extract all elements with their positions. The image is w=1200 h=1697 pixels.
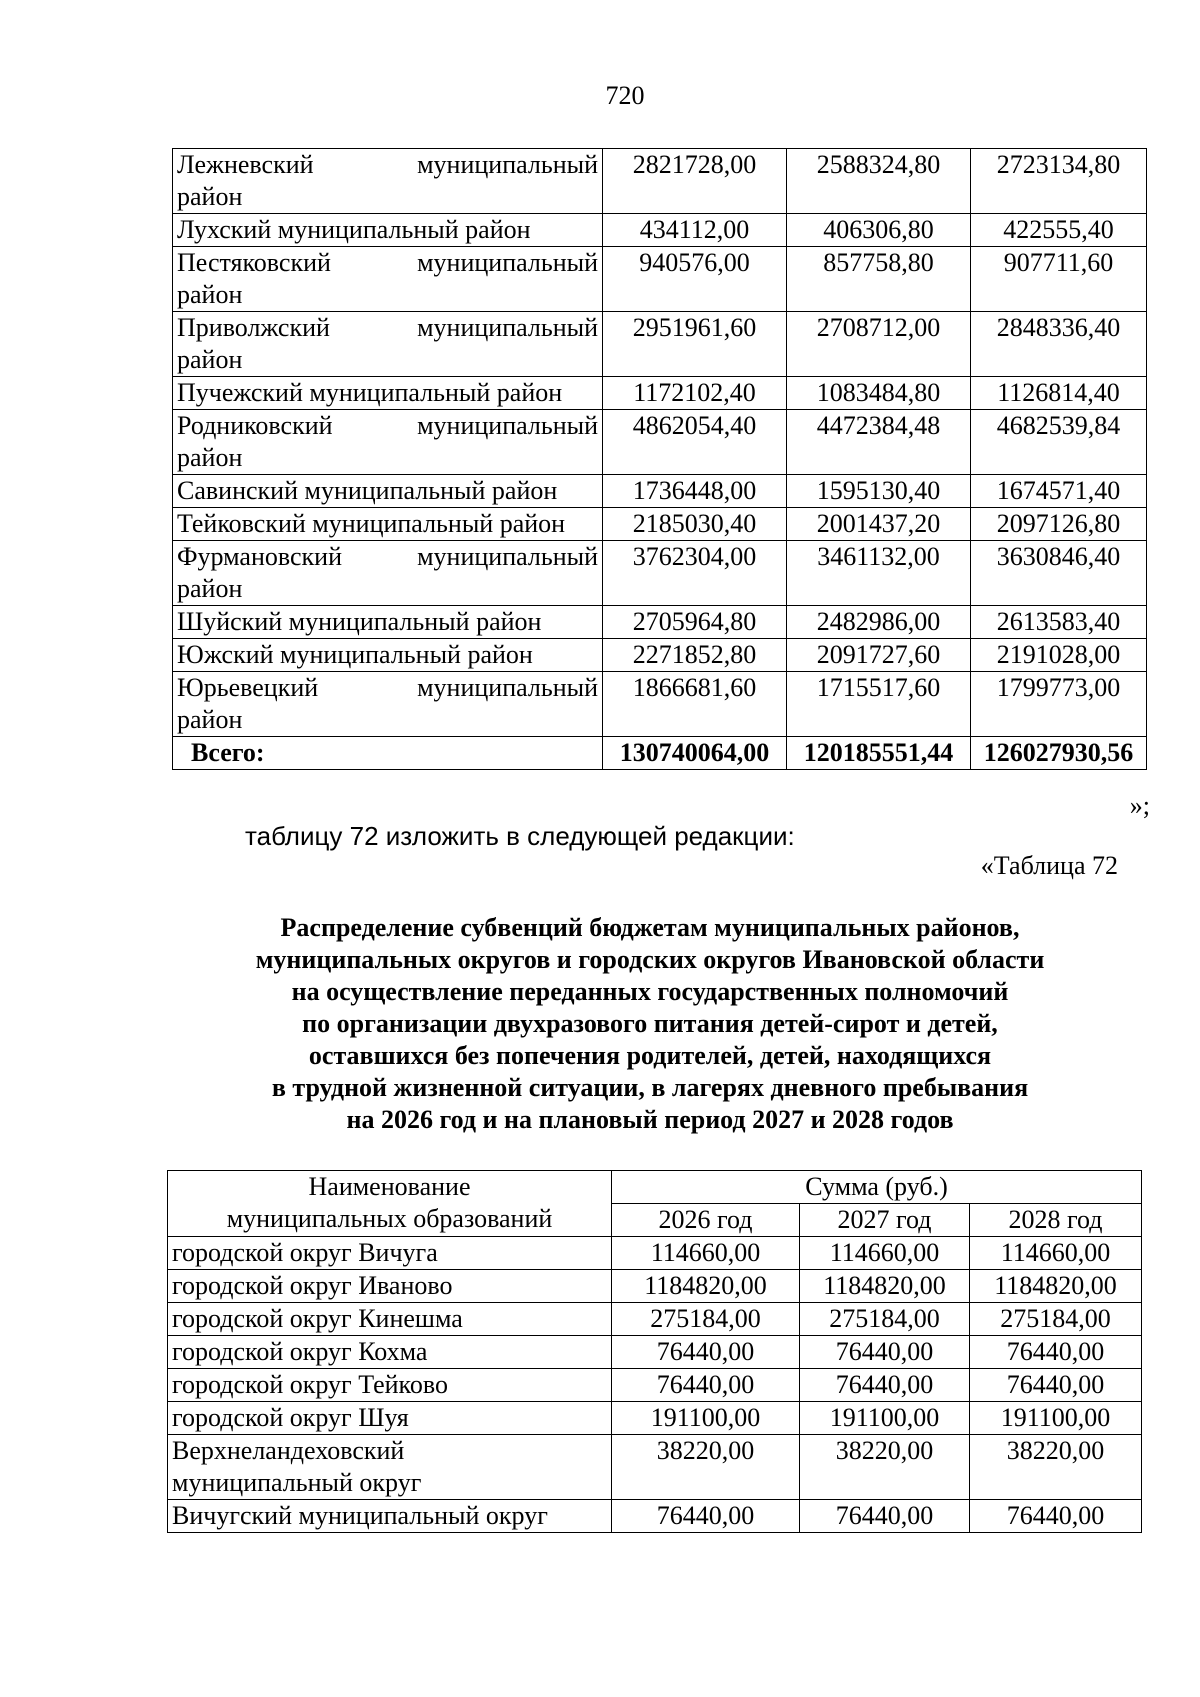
table-row xyxy=(173,672,1147,737)
district-name-part: Юрьевецкий xyxy=(177,673,319,702)
value-2026: 114660,00 xyxy=(612,1237,800,1270)
value-2026: 2821728,00 xyxy=(603,149,787,214)
value-2026: 3762304,00 xyxy=(603,541,787,606)
value-2027: 191100,00 xyxy=(800,1402,970,1435)
municipality-name-cell: городской округ Кохма xyxy=(168,1336,612,1369)
value-2027: 2588324,80 xyxy=(787,149,971,214)
district-name-cell xyxy=(173,672,603,737)
value-2028: 38220,00 xyxy=(970,1435,1142,1500)
table-row xyxy=(173,312,1147,377)
value-2026: 76440,00 xyxy=(612,1369,800,1402)
municipality-name-cell xyxy=(168,1435,612,1500)
table-row xyxy=(173,247,1147,312)
district-name-part: район xyxy=(177,443,243,472)
municipality-name-cell: городской округ Иваново xyxy=(168,1270,612,1303)
district-name-cell: Лухский муниципальный район xyxy=(173,214,603,247)
municipality-name-cell: городской округ Кинешма xyxy=(168,1303,612,1336)
value-2028: 2723134,80 xyxy=(971,149,1147,214)
table-row xyxy=(168,1336,1142,1369)
district-name-part: район xyxy=(177,182,243,211)
value-2026: 275184,00 xyxy=(612,1303,800,1336)
value-2026: 1866681,60 xyxy=(603,672,787,737)
table-row xyxy=(168,1303,1142,1336)
district-name-part: Родниковский xyxy=(177,411,333,440)
table-row xyxy=(173,410,1147,475)
table-row xyxy=(168,1369,1142,1402)
header-sum: Сумма (руб.) xyxy=(612,1171,1142,1204)
table-row xyxy=(173,541,1147,606)
value-2026: 940576,00 xyxy=(603,247,787,312)
value-2027: 76440,00 xyxy=(800,1500,970,1533)
value-2028: 907711,60 xyxy=(971,247,1147,312)
value-2027: 1083484,80 xyxy=(787,377,971,410)
total-2027: 120185551,44 xyxy=(787,737,971,770)
value-2027: 2001437,20 xyxy=(787,508,971,541)
value-2028: 76440,00 xyxy=(970,1336,1142,1369)
value-2026: 2185030,40 xyxy=(603,508,787,541)
district-name-part: район xyxy=(177,705,243,734)
district-name-part: муниципальный xyxy=(417,150,598,179)
value-2028: 76440,00 xyxy=(970,1500,1142,1533)
header-name-line: Наименование xyxy=(308,1172,471,1201)
header-year-2028: 2028 год xyxy=(970,1204,1142,1237)
value-2027: 2482986,00 xyxy=(787,606,971,639)
value-2027: 1715517,60 xyxy=(787,672,971,737)
title-line: Распределение субвенций бюджетам муниципальных районов, xyxy=(280,913,1020,942)
value-2028: 2097126,80 xyxy=(971,508,1147,541)
title-line: на 2026 год и на плановый период 2027 и 2028 годов xyxy=(346,1105,954,1134)
value-2027: 4472384,48 xyxy=(787,410,971,475)
title-line: по организации двухразового питания детей-сирот и детей, xyxy=(302,1009,998,1038)
table-row xyxy=(173,508,1147,541)
total-2028: 126027930,56 xyxy=(971,737,1147,770)
value-2028: 191100,00 xyxy=(970,1402,1142,1435)
value-2027: 114660,00 xyxy=(800,1237,970,1270)
municipality-name-cell: городской округ Шуя xyxy=(168,1402,612,1435)
table-row xyxy=(173,475,1147,508)
value-2028: 1126814,40 xyxy=(971,377,1147,410)
table-row xyxy=(168,1500,1142,1533)
value-2027: 1184820,00 xyxy=(800,1270,970,1303)
value-2028: 2191028,00 xyxy=(971,639,1147,672)
previous-table-body xyxy=(173,149,1147,770)
table-72-body xyxy=(168,1171,1142,1533)
municipality-name-line: муниципальный округ xyxy=(172,1468,422,1497)
value-2028: 3630846,40 xyxy=(971,541,1147,606)
value-2026: 1736448,00 xyxy=(603,475,787,508)
value-2028: 1799773,00 xyxy=(971,672,1147,737)
value-2028: 76440,00 xyxy=(970,1369,1142,1402)
total-row xyxy=(173,737,1147,770)
title-line: муниципальных округов и городских округов Ивановской области xyxy=(255,945,1045,974)
value-2027: 3461132,00 xyxy=(787,541,971,606)
value-2027: 2708712,00 xyxy=(787,312,971,377)
district-name-part: район xyxy=(177,280,243,309)
value-2028: 2613583,40 xyxy=(971,606,1147,639)
value-2027: 857758,80 xyxy=(787,247,971,312)
value-2027: 76440,00 xyxy=(800,1336,970,1369)
value-2028: 4682539,84 xyxy=(971,410,1147,475)
header-row xyxy=(168,1171,1142,1204)
table-row xyxy=(173,639,1147,672)
value-2026: 191100,00 xyxy=(612,1402,800,1435)
municipality-name-cell: городской округ Тейково xyxy=(168,1369,612,1402)
closing-quote: »; xyxy=(1129,791,1150,820)
municipality-name-cell: Вичугский муниципальный округ xyxy=(168,1500,612,1533)
value-2026: 2951961,60 xyxy=(603,312,787,377)
district-name-part: муниципальный xyxy=(417,411,598,440)
table-row xyxy=(173,149,1147,214)
value-2026: 1172102,40 xyxy=(603,377,787,410)
district-name-part: Пестяковский xyxy=(177,248,331,277)
value-2026: 1184820,00 xyxy=(612,1270,800,1303)
header-year-2027: 2027 год xyxy=(800,1204,970,1237)
value-2028: 2848336,40 xyxy=(971,312,1147,377)
value-2027: 38220,00 xyxy=(800,1435,970,1500)
district-name-cell: Южский муниципальный район xyxy=(173,639,603,672)
district-name-part: Приволжский xyxy=(177,313,330,342)
district-name-part: муниципальный xyxy=(417,542,598,571)
municipality-name-cell: городской округ Вичуга xyxy=(168,1237,612,1270)
value-2028: 1184820,00 xyxy=(970,1270,1142,1303)
district-name-cell xyxy=(173,247,603,312)
value-2027: 76440,00 xyxy=(800,1369,970,1402)
municipality-name-line: Верхнеландеховский xyxy=(172,1436,405,1465)
district-name-cell: Шуйский муниципальный район xyxy=(173,606,603,639)
table-row xyxy=(173,606,1147,639)
page-number: 720 xyxy=(605,81,645,110)
value-2028: 275184,00 xyxy=(970,1303,1142,1336)
value-2027: 1595130,40 xyxy=(787,475,971,508)
header-name-column xyxy=(168,1171,612,1237)
value-2026: 2705964,80 xyxy=(603,606,787,639)
value-2027: 275184,00 xyxy=(800,1303,970,1336)
table-row xyxy=(168,1435,1142,1500)
district-name-cell xyxy=(173,410,603,475)
value-2026: 4862054,40 xyxy=(603,410,787,475)
value-2027: 2091727,60 xyxy=(787,639,971,672)
table-title xyxy=(100,912,1200,1136)
district-name-cell xyxy=(173,149,603,214)
district-name-part: муниципальный xyxy=(417,673,598,702)
table-row xyxy=(168,1237,1142,1270)
value-2026: 76440,00 xyxy=(612,1336,800,1369)
value-2028: 1674571,40 xyxy=(971,475,1147,508)
value-2026: 2271852,80 xyxy=(603,639,787,672)
total-label: Всего: xyxy=(173,737,603,770)
district-name-part: муниципальный xyxy=(417,248,598,277)
table-row xyxy=(168,1270,1142,1303)
title-line: в трудной жизненной ситуации, в лагерях дневного пребывания xyxy=(271,1073,1029,1102)
previous-table-continuation xyxy=(172,148,1147,770)
district-name-cell xyxy=(173,312,603,377)
value-2026: 76440,00 xyxy=(612,1500,800,1533)
amendment-instruction: таблицу 72 изложить в следующей редакции: xyxy=(245,821,795,851)
header-name-line: муниципальных образований xyxy=(226,1204,553,1233)
district-name-cell xyxy=(173,541,603,606)
total-2026: 130740064,00 xyxy=(603,737,787,770)
district-name-part: Фурмановский xyxy=(177,542,343,571)
table-label: «Таблица 72 xyxy=(980,851,1118,880)
title-line: на осуществление переданных государственных полномочий xyxy=(291,977,1009,1006)
value-2028: 422555,40 xyxy=(971,214,1147,247)
district-name-part: район xyxy=(177,345,243,374)
value-2027: 406306,80 xyxy=(787,214,971,247)
value-2028: 114660,00 xyxy=(970,1237,1142,1270)
value-2026: 434112,00 xyxy=(603,214,787,247)
district-name-part: муниципальный xyxy=(417,313,598,342)
table-row xyxy=(173,377,1147,410)
table-72 xyxy=(167,1170,1142,1533)
district-name-part: Лежневский xyxy=(177,150,314,179)
title-line: оставшихся без попечения родителей, детей, находящихся xyxy=(308,1041,992,1070)
table-row xyxy=(168,1402,1142,1435)
header-year-2026: 2026 год xyxy=(612,1204,800,1237)
district-name-part: район xyxy=(177,574,243,603)
district-name-cell: Тейковский муниципальный район xyxy=(173,508,603,541)
district-name-cell: Пучежский муниципальный район xyxy=(173,377,603,410)
table-row xyxy=(173,214,1147,247)
district-name-cell: Савинский муниципальный район xyxy=(173,475,603,508)
value-2026: 38220,00 xyxy=(612,1435,800,1500)
